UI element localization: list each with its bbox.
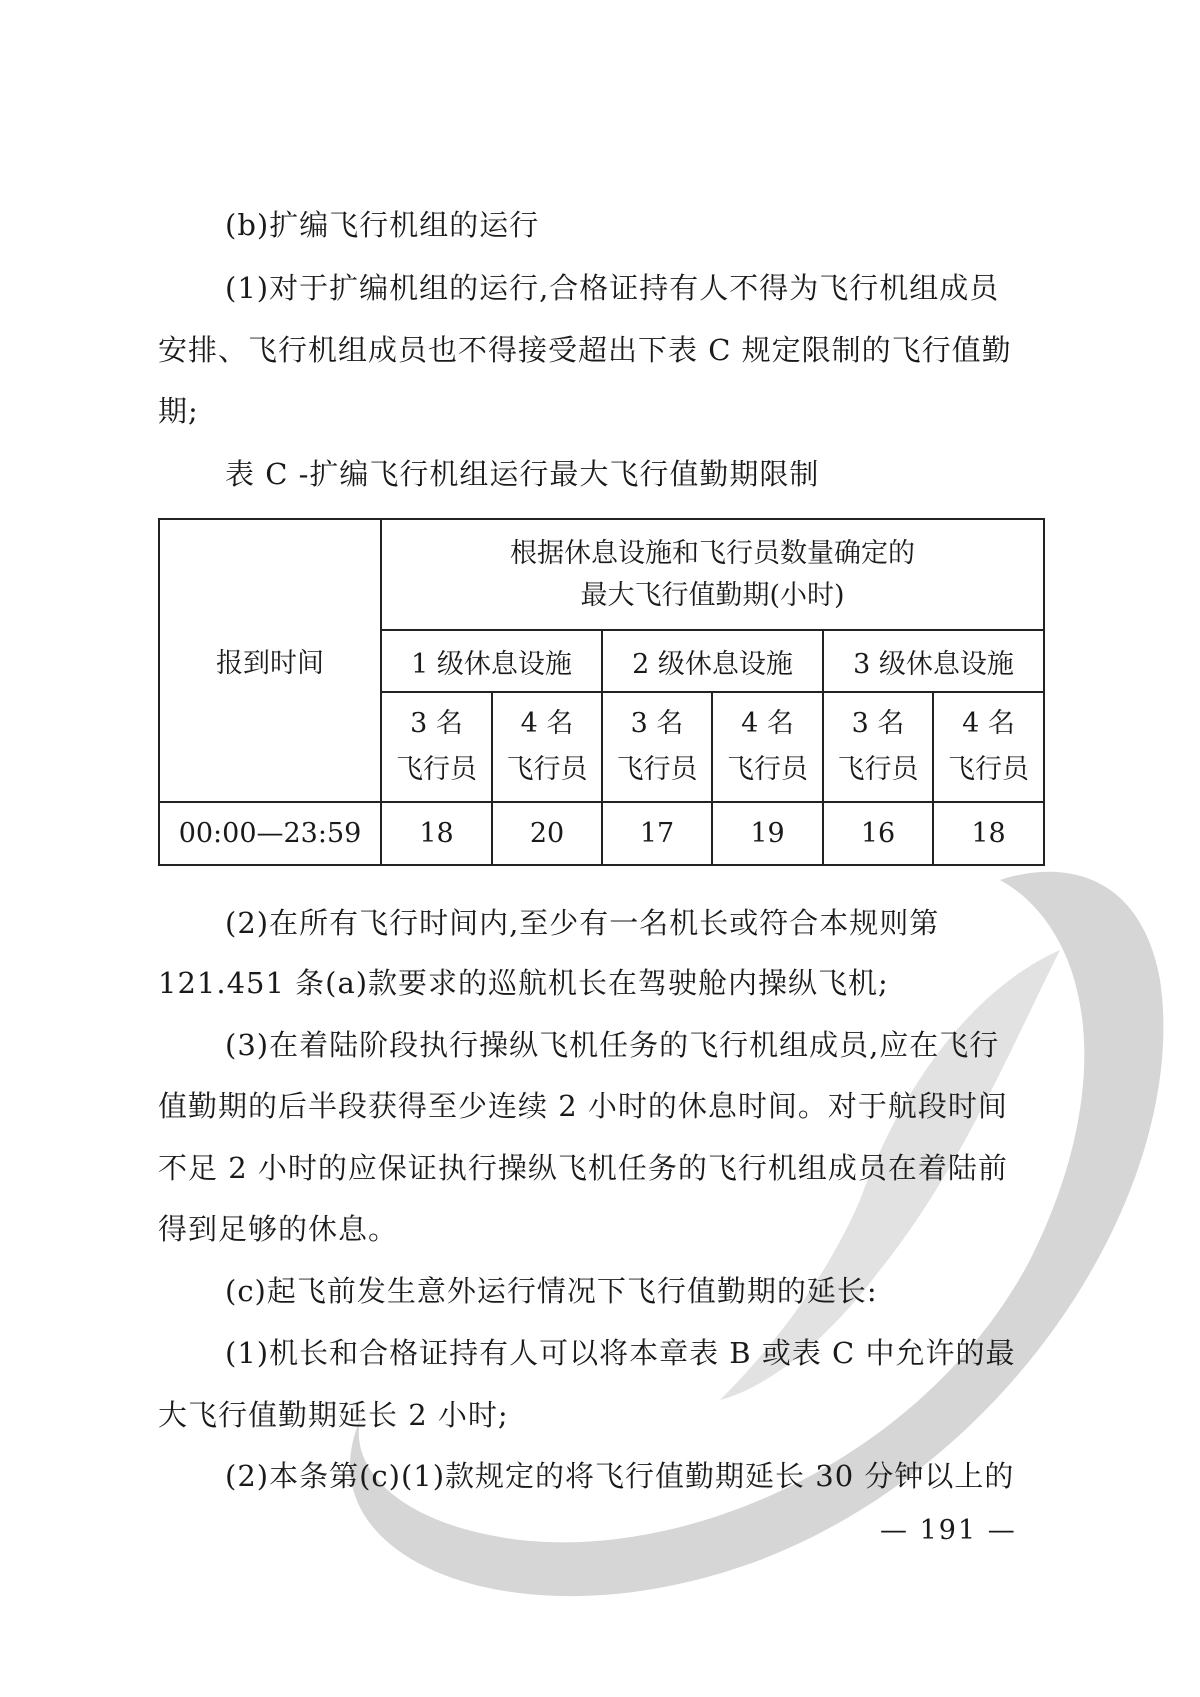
header-pilot-count (492, 692, 602, 802)
header-pilot-count (602, 692, 712, 802)
header-pilot-count (933, 692, 1044, 802)
pilot-count-value: 3 名 (851, 708, 905, 739)
cell-value: 17 (602, 802, 712, 865)
pilot-unit: 飞行员 (948, 754, 1030, 785)
paragraph-line: 期; (158, 394, 199, 428)
header-rest-level-2: 2 级休息设施 (602, 630, 823, 692)
header-pilot-count (823, 692, 933, 802)
paragraph-line: 大飞行值勤期延长 2 小时; (158, 1398, 509, 1432)
pilot-unit: 飞行员 (837, 754, 919, 785)
pilot-count-value: 4 名 (962, 708, 1015, 739)
header-rest-level-1: 1 级休息设施 (381, 630, 602, 692)
pilot-count-value: 3 名 (410, 708, 463, 739)
pilot-unit: 飞行员 (396, 754, 477, 785)
paragraph-line: 121.451 条(a)款要求的巡航机长在驾驶舱内操纵飞机; (158, 966, 889, 1000)
header-report-time: 报到时间 (159, 519, 381, 802)
paragraph-line: 安排、飞行机组成员也不得接受超出下表 C 规定限制的飞行值勤 (158, 333, 1012, 367)
paragraph-line: 得到足够的休息。 (158, 1212, 399, 1246)
pilot-unit: 飞行员 (727, 754, 808, 785)
page-number: — 191 — (880, 1515, 1017, 1546)
pilot-unit: 飞行员 (506, 754, 588, 785)
header-max-duty-line1: 根据休息设施和飞行员数量确定的 (510, 537, 916, 569)
section-heading-b: (b)扩编飞行机组的运行 (225, 208, 540, 242)
pilot-count-value: 4 名 (520, 708, 574, 739)
header-pilot-count (712, 692, 823, 802)
table-row (159, 802, 1044, 865)
header-max-duty-line2: 最大飞行值勤期(小时) (580, 579, 845, 611)
cell-report-time: 00:00—23:59 (159, 802, 381, 865)
duty-period-table (158, 518, 1045, 866)
cell-value: 16 (823, 802, 933, 865)
cell-value: 18 (933, 802, 1044, 865)
cell-value: 18 (381, 802, 492, 865)
paragraph-line: (2)在所有飞行时间内,至少有一名机长或符合本规则第 (225, 906, 940, 940)
paragraph-line: 不足 2 小时的应保证执行操纵飞机任务的飞行机组成员在着陆前 (158, 1151, 1008, 1185)
header-max-duty-period (381, 519, 1044, 630)
paragraph-line: (3)在着陆阶段执行操纵飞机任务的飞行机组成员,应在飞行 (225, 1028, 1000, 1062)
paragraph-line: (1)机长和合格证持有人可以将本章表 B 或表 C 中允许的最 (225, 1336, 1016, 1370)
table-caption: 表 C -扩编飞行机组运行最大飞行值勤期限制 (225, 457, 820, 491)
pilot-unit: 飞行员 (616, 754, 698, 785)
pilot-count-value: 4 名 (741, 708, 794, 739)
header-pilot-count (381, 692, 492, 802)
paragraph-line: (2)本条第(c)(1)款规定的将飞行值勤期延长 30 分钟以上的 (225, 1459, 1015, 1493)
section-heading-c: (c)起飞前发生意外运行情况下飞行值勤期的延长: (225, 1274, 878, 1308)
paragraph-line: (1)对于扩编机组的运行,合格证持有人不得为飞行机组成员 (225, 271, 1000, 305)
cell-value: 19 (712, 802, 823, 865)
paragraph-line: 值勤期的后半段获得至少连续 2 小时的休息时间。对于航段时间 (158, 1089, 1008, 1123)
cell-value: 20 (492, 802, 602, 865)
header-rest-level-3: 3 级休息设施 (823, 630, 1044, 692)
pilot-count-value: 3 名 (630, 708, 684, 739)
